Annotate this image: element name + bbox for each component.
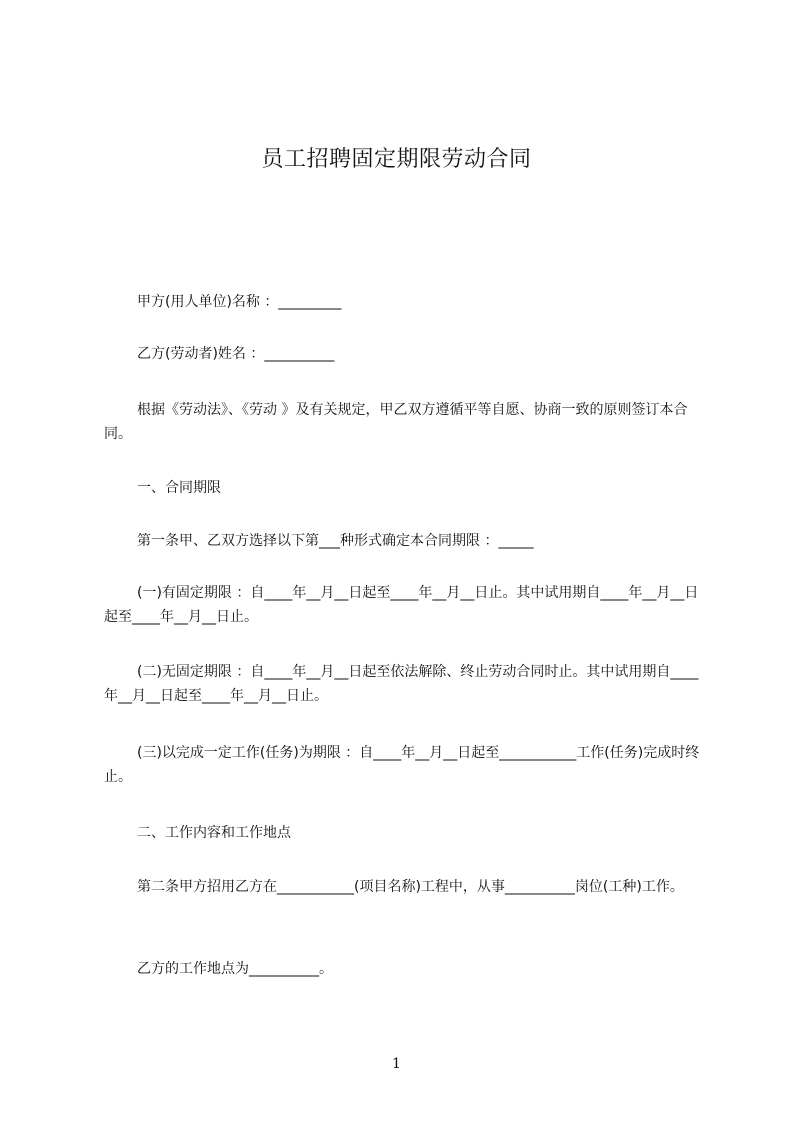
term-option-open-ended: (二)无固定期限 ：自____年__月__日起至依法解除、终止劳动合同时止。其中试用期自____年__月__日起至____年__月__日止。 [104,664,699,704]
party-b-line: 乙方(劳动者)姓名 ：__________ [137,346,335,362]
article-one: 第一条甲、乙双方选择以下第___种形式确定本合同期限 ：_____ [137,533,534,549]
section-heading-work: 二、工作内容和工作地点 [137,825,291,841]
document-title: 员工招聘固定期限劳动合同 [261,147,532,172]
term-option-fixed: (一)有固定期限 ：自____年__月__日起至____年__月__日止。其中试用期自____年__月__日起至____年__月__日止。 [104,585,699,625]
term-option-task-based: (三)以完成一定工作(任务)为期限 ：自____年__月__日起至___________工作(任务)完成时终止。 [104,745,700,785]
preamble-paragraph: 根据《劳动法》、《劳动 》及有关规定，甲乙双方遵循平等自愿、协商一致的原则签订本合同。 [104,402,688,442]
page-number: 1 [392,1056,401,1072]
section-heading-term: 一、合同期限 [137,480,221,496]
workplace-line: 乙方的工作地点为__________。 [137,961,333,977]
article-two: 第二条甲方招用乙方在___________(项目名称)工程中，从事__________岗位(工种)工作。 [137,879,684,895]
party-a-line: 甲方(用人单位)名称 ：_________ [137,294,342,310]
